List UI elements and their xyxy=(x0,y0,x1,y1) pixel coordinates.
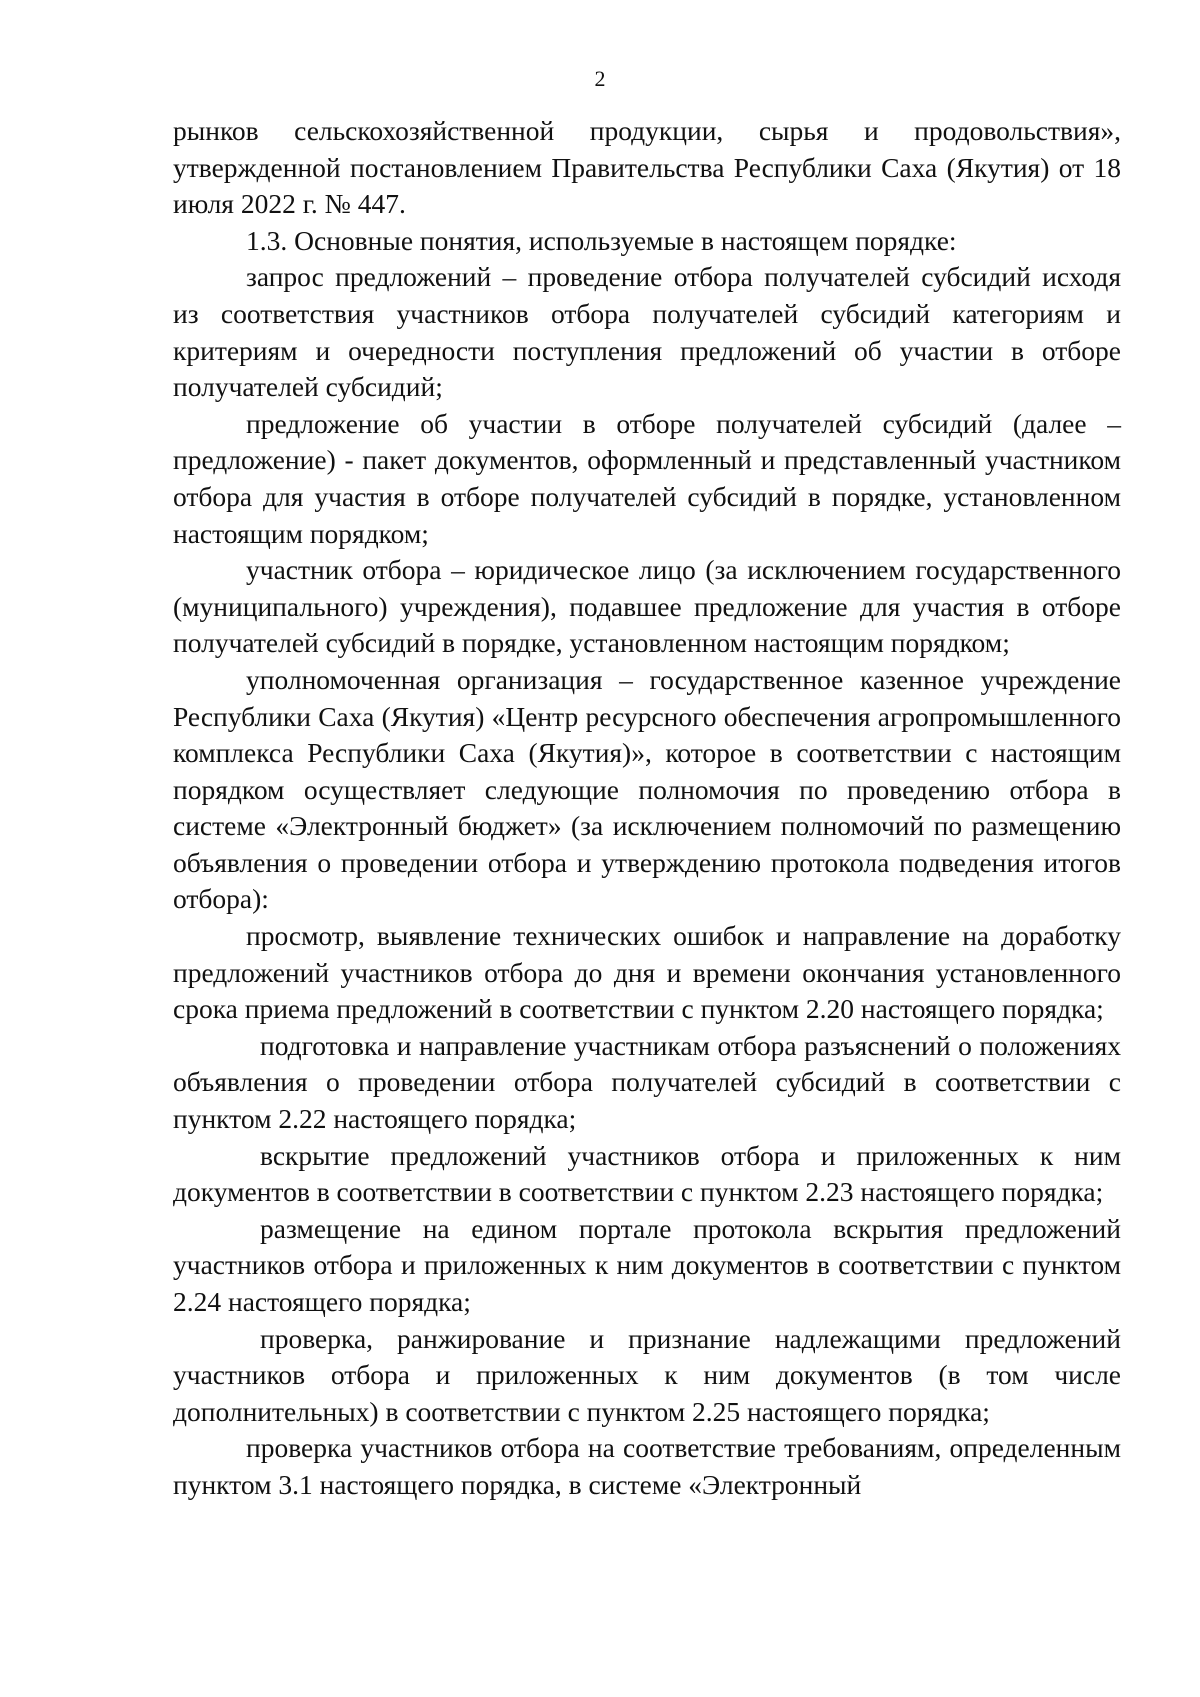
page-number: 2 xyxy=(594,66,606,91)
paragraph-definition-proposal: предложение об участии в отборе получателей субсидий (далее – предложение) - пакет документов, оформленный и представленный участником отбора для участия в отборе получателей субсидий в порядке, установленном настоящим порядком; xyxy=(173,407,1121,549)
paragraph-duty-opening: вскрытие предложений участников отбора и приложенных к ним документов в соответствии в соответствии с пунктом 2.23 настоящего порядка; xyxy=(173,1139,1121,1208)
paragraph-definition-authorized-org: уполномоченная организация – государственное казенное учреждение Республики Саха (Якутия) «Центр ресурсного обеспечения агропромышленного комплекса Республики Саха (Якутия)», которое в соответствии с настоящим порядком осуществляет следующие полномочия по проведению отбора в системе «Электронный бюджет» (за исключением полномочий по размещению объявления о проведении отбора и утверждению протокола подведения итогов отбора): xyxy=(173,663,1121,915)
paragraph-duty-review: просмотр, выявление технических ошибок и направление на доработку предложений участников отбора до дня и времени окончания установленного срока приема предложений в соответствии с пунктом 2.20 настоящего порядка; xyxy=(173,920,1121,1025)
paragraph-definition-request: запрос предложений – проведение отбора получателей субсидий исходя из соответствия участников отбора получателей субсидий категориям и критериям и очередности поступления предложений об участии в отборе получателей субсидий; xyxy=(173,261,1121,403)
document-body xyxy=(173,113,1121,1504)
paragraph-definition-participant: участник отбора – юридическое лицо (за исключением государственного (муниципального) учреждения), подавшее предложение для участия в отборе получателей субсидий в порядке, установленном настоящим порядком; xyxy=(173,554,1121,659)
paragraph-duty-publishing: размещение на едином портале протокола вскрытия предложений участников отбора и приложенных к ним документов в соответствии с пунктом 2.24 настоящего порядка; xyxy=(173,1212,1121,1317)
paragraph-section-1-3: 1.3. Основные понятия, используемые в настоящем порядке: xyxy=(246,224,957,256)
paragraph-duty-compliance-check: проверка участников отбора на соответствие требованиям, определенным пунктом 3.1 настоящего порядка, в системе «Электронный xyxy=(173,1432,1121,1500)
paragraph-continuation: рынков сельскохозяйственной продукции, сырья и продовольствия», утвержденной постановлением Правительства Республики Саха (Якутия) от 18 июля 2022 г. № 447. xyxy=(173,115,1121,220)
paragraph-duty-clarifications: подготовка и направление участникам отбора разъяснений о положениях объявления о проведении отбора получателей субсидий в соответствии с пунктом 2.22 настоящего порядка; xyxy=(173,1029,1121,1135)
paragraph-duty-ranking: проверка, ранжирование и признание надлежащими предложений участников отбора и приложенных к ним документов (в том числе дополнительных) в соответствии с пунктом 2.25 настоящего порядка; xyxy=(173,1322,1121,1427)
